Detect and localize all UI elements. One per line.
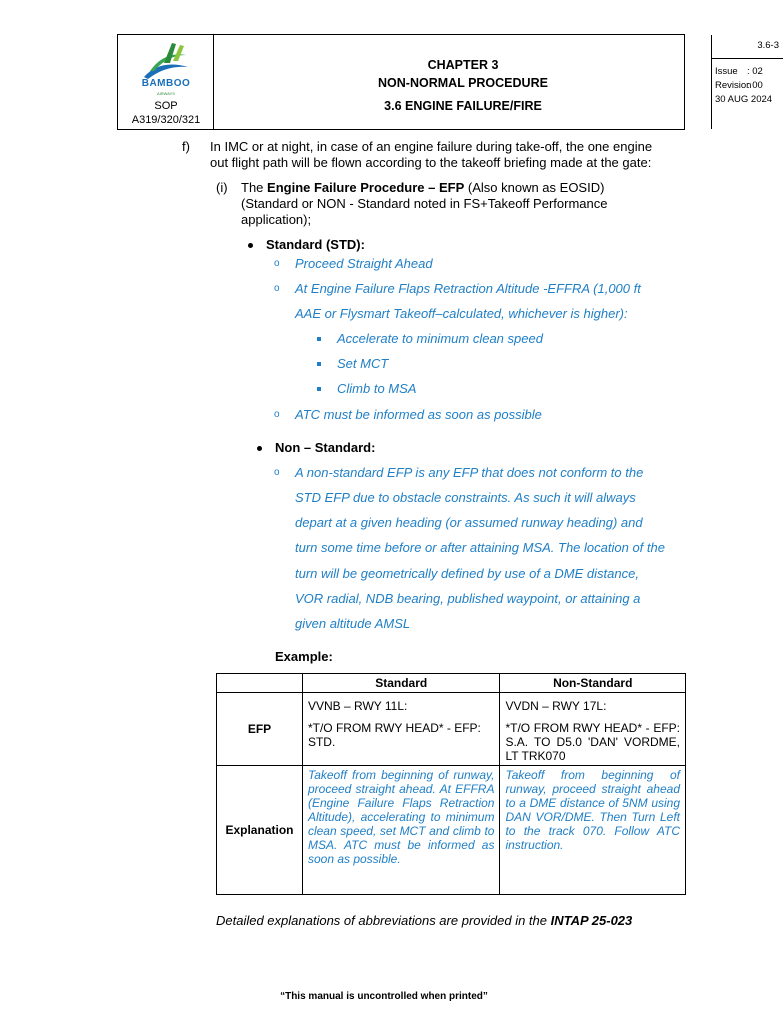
issue-row — [715, 66, 763, 77]
square-bullet-icon — [317, 387, 321, 391]
efp-standard-cell — [302, 693, 500, 766]
std-item-2: At Engine Failure Flaps Retraction Altitude -EFFRA (1,000 ft — [295, 281, 641, 296]
aircraft-model: A319/320/321 — [131, 114, 201, 126]
sub-item-bold: Engine Failure Procedure – EFP — [267, 180, 465, 195]
page-number: 3.6-3 — [712, 35, 783, 59]
std-sub-item-3: Climb to MSA — [337, 381, 417, 396]
sub-item-marker: (i) — [216, 180, 228, 195]
chapter-title: NON-NORMAL PROCEDURE — [378, 76, 548, 90]
nonstandard-heading: Non – Standard: — [275, 440, 376, 455]
chapter-label: CHAPTER 3 — [427, 58, 499, 72]
explanation-nonstandard-cell: Takeoff from beginning of runway, proceed straight ahead to a DME distance of 5NM using DAN VOR/DME. Then Turn Left to the track 070. Follow ATC instruction. — [500, 766, 686, 895]
efp-std-line-1: VVNB – RWY 11L: — [307, 699, 408, 713]
explanation-standard-cell: Takeoff from beginning of runway, proceed straight ahead. At EFFRA (Engine Failure Flaps Retraction Altitude), accelerating to minimum clean speed, set MCT and climb to MSA. ATC must be informed as soon as possible. — [302, 766, 500, 895]
note-reference: INTAP 25-023 — [550, 913, 633, 928]
col-standard: Standard — [302, 674, 500, 693]
nonstd-line-7: given altitude AMSL — [295, 616, 411, 631]
nonstd-line-5: turn will be geometrically defined by use of a DME distance, — [295, 566, 639, 581]
circle-bullet-icon: o — [274, 467, 280, 478]
revision-cell — [712, 35, 784, 129]
abbreviation-note — [216, 913, 632, 929]
example-label: Example: — [275, 649, 333, 664]
sub-item-line-2: (Standard or NON - Standard noted in FS+Takeoff Performance — [241, 196, 608, 211]
sub-item-pre: The — [241, 180, 264, 195]
nonstd-line-6: VOR radial, NDB bearing, published waypoint, or attaining a — [295, 591, 641, 606]
square-bullet-icon — [317, 362, 321, 366]
circle-bullet-icon: o — [274, 283, 280, 294]
section-title: 3.6 ENGINE FAILURE/FIRE — [384, 99, 542, 113]
circle-bullet-icon: o — [274, 409, 280, 420]
brand-name: BAMBOO — [141, 78, 191, 89]
nonstd-line-4: turn some time before or after attaining MSA. The location of the — [295, 540, 665, 555]
efp-non-line-2: *T/O FROM RWY HEAD* - EFP: S.A. TO D5.0 'DAN' VORDME, LT TRK070 — [505, 721, 680, 763]
sop-label: SOP — [154, 100, 178, 112]
std-item-1: Proceed Straight Ahead — [295, 256, 433, 271]
revision-date: 30 AUG 2024 — [715, 94, 773, 105]
item-line-1: In IMC or at night, in case of an engine failure during take-off, the one engine — [210, 139, 653, 154]
table-corner-cell — [217, 674, 303, 693]
square-bullet-icon — [317, 337, 321, 341]
efp-nonstandard-cell — [500, 693, 686, 766]
table-row — [217, 766, 686, 895]
standard-heading: Standard (STD): — [266, 237, 365, 252]
table-header-row — [217, 674, 686, 693]
efp-std-line-2: *T/O FROM RWY HEAD* - EFP: STD. — [307, 721, 481, 749]
nonstd-line-1: A non-standard EFP is any EFP that does not conform to the — [295, 465, 644, 480]
std-atc: ATC must be informed as soon as possible — [295, 407, 542, 422]
table-row — [217, 693, 686, 766]
brand-subtitle: AIRWAYS — [157, 91, 175, 96]
item-marker: f) — [182, 139, 190, 154]
std-sub-item-2: Set MCT — [337, 356, 389, 371]
item-line-2: out flight path will be flown according to the takeoff briefing made at the gate: — [210, 155, 652, 170]
circle-bullet-icon: o — [274, 258, 280, 269]
issue-value: : 02 — [747, 66, 763, 77]
nonstd-line-3: depart at a given heading (or assumed runway heading) and — [295, 515, 643, 530]
row-efp: EFP — [217, 693, 303, 766]
nonstd-line-2: STD EFP due to obstacle constraints. As such it will always — [295, 490, 636, 505]
bullet-dot — [257, 446, 262, 451]
page-footer: “This manual is uncontrolled when printed” — [280, 991, 488, 1002]
sub-item-line-3: application); — [241, 212, 312, 227]
issue-label: Issue — [715, 66, 738, 77]
sub-item-line-1 — [241, 180, 604, 196]
logo-cell — [118, 35, 214, 129]
std-item-3: AAE or Flysmart Takeoff–calculated, whichever is higher): — [295, 306, 628, 321]
bamboo-logo-icon — [140, 41, 192, 81]
col-nonstandard: Non-Standard — [500, 674, 686, 693]
example-table — [216, 673, 686, 895]
revision-row — [715, 80, 763, 91]
bullet-dot — [248, 243, 253, 248]
header-title-cell — [214, 35, 712, 129]
note-text: Detailed explanations of abbreviations are provided in the — [216, 913, 547, 928]
revision-value: : 00 — [747, 80, 763, 91]
page-header — [117, 34, 779, 130]
row-explanation: Explanation — [217, 766, 303, 895]
sub-item-post: (Also known as EOSID) — [467, 180, 605, 195]
efp-non-line-1: VVDN – RWY 17L: — [505, 699, 607, 713]
revision-label: Revision — [715, 80, 752, 91]
std-sub-item-1: Accelerate to minimum clean speed — [337, 331, 543, 346]
